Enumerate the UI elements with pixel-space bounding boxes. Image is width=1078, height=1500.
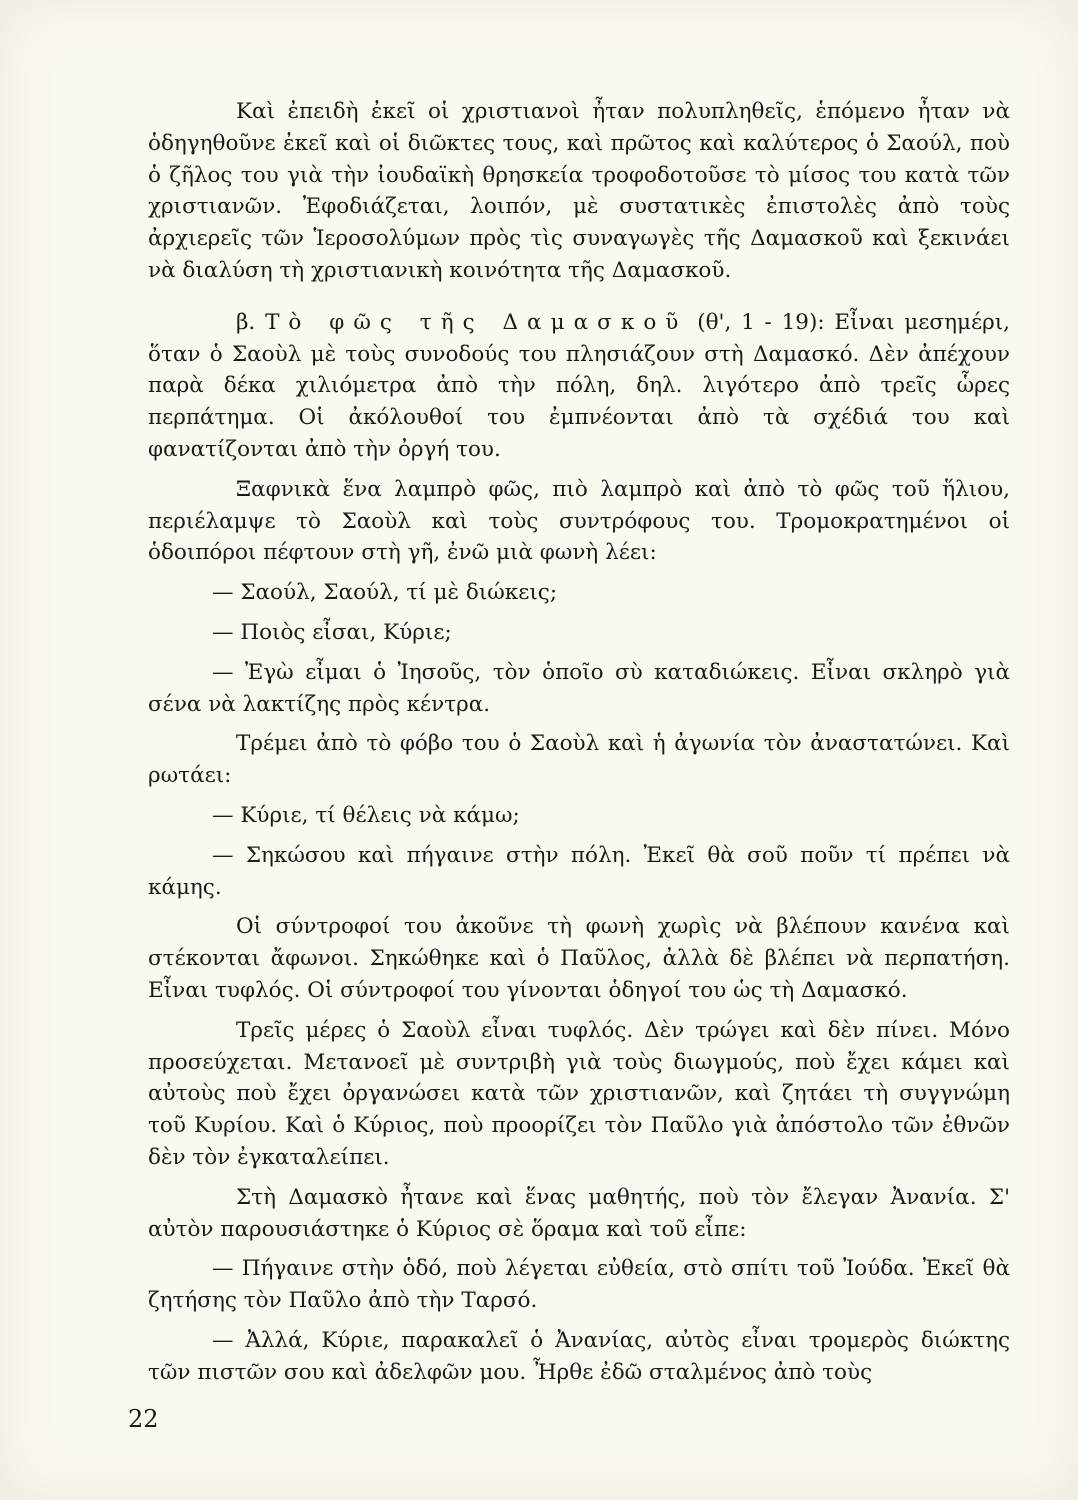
dialogue-line: — Ἐγὼ εἶμαι ὁ Ἰησοῦς, τὸν ὁποῖο σὺ καταδιώκεις. Εἶναι σκληρὸ γιὰ σένα νὰ λακτίζης πρὸς κέντρα. [148,659,1010,717]
page-number: 22 [128,1405,159,1433]
page-text [148,96,1010,1388]
dialogue-line: — Σαούλ, Σαούλ, τί μὲ διώκεις; [212,580,558,606]
section-b-text: (θ', 1 - 19): Εἶναι μεσημέρι, ὅταν ὁ Σαοὺλ μὲ τοὺς συνοδούς του πλησιάζουν στὴ Δαμασκό. Δὲν ἀπέχουν παρὰ δέκα χιλιόμετρα ἀπὸ τὴν πόλη, δηλ. λιγότερο ἀπὸ τρεῖς ὧρες περπάτημα. Οἱ ἀκόλουθοί του ἐμπνέονται ἀπὸ τὰ σχέδιά του καὶ φανατίζονται ἀπὸ τὴν ὀργή του. [148,309,1010,462]
paragraph-three-days: Τρεῖς μέρες ὁ Σαοὺλ εἶναι τυφλός. Δὲν τρώγει καὶ δὲν πίνει. Μόνο προσεύχεται. Μετανοεῖ μὲ συντριβὴ γιὰ τοὺς διωγμούς, ποὺ ἔχει κάμει καὶ αὐτοὺς ποὺ ἔχει ὀργανώσει κατὰ τῶν χριστιανῶν, καὶ ζητάει τὴ συγγνώμη τοῦ Κυρίου. Καὶ ὁ Κύριος, ποὺ προορίζει τὸν Παῦλο γιὰ ἀπόστολο τῶν ἐθνῶν δὲν τὸν ἐγκαταλείπει. [148,1017,1010,1170]
dialogue-line: — Ἀλλά, Κύριε, παρακαλεῖ ὁ Ἀνανίας, αὐτὸς εἶναι τρομερὸς διώκτης τῶν πιστῶν σου καὶ ἀδελφῶν μου. Ἦρθε ἐδῶ σταλμένος ἀπὸ τοὺς [148,1327,1010,1385]
paragraph-intro: Καὶ ἐπειδὴ ἐκεῖ οἱ χριστιανοὶ ἦταν πολυπληθεῖς, ἑπόμενο ἦταν νὰ ὁδηγηθοῦνε ἐκεῖ καὶ οἱ διῶκτες τους, καὶ πρῶτος καὶ καλύτερος ὁ Σαούλ, ποὺ ὁ ζῆλος του γιὰ τὴν ἰουδαϊκὴ θρησκεία τροφοδοτοῦσε τὸ μίσος του κατὰ τῶν χριστιανῶν. Ἐφοδιάζεται, λοιπόν, μὲ συστατικὲς ἐπιστολὲς ἀπὸ τοὺς ἀρχιερεῖς τῶν Ἱεροσολύμων πρὸς τὶς συναγωγὲς τῆς Δαμασκοῦ καὶ ξεκινάει νὰ διαλύση τὴ χριστιανικὴ κοινότητα τῆς Δαμασκοῦ. [148,99,1010,283]
section-b-label: β. [236,309,256,335]
dialogue-line: — Πήγαινε στὴν ὁδό, ποὺ λέγεται εὐθεία, στὸ σπίτι τοῦ Ἰούδα. Ἐκεῖ θὰ ζητήσης τὸν Παῦλο ἀπὸ τὴν Ταρσό. [148,1256,1010,1314]
paragraph-companions: Οἱ σύντροφοί του ἀκοῦνε τὴ φωνὴ χωρὶς νὰ βλέπουν κανένα καὶ στέκονται ἄφωνοι. Σηκώθηκε καὶ ὁ Παῦλος, ἀλλὰ δὲ βλέπει νὰ περπατήση. Εἶναι τυφλός. Οἱ σύντροφοί του γίνονται ὁδηγοί του ὡς τὴ Δαμασκό. [148,914,1010,1003]
dialogue-line: — Κύριε, τί θέλεις νὰ κάμω; [212,802,520,828]
paragraph-ananias: Στὴ Δαμασκὸ ἦτανε καὶ ἕνας μαθητής, ποὺ τὸν ἔλεγαν Ἀνανία. Σ' αὐτὸν παρουσιάστηκε ὁ Κύριος σὲ ὅραμα καὶ τοῦ εἶπε: [148,1184,1010,1242]
section-b-title: Τὸ φῶς τῆς Δαμασκοῦ [265,309,688,335]
paragraph-light: Ξαφνικὰ ἕνα λαμπρὸ φῶς, πιὸ λαμπρὸ καὶ ἀπὸ τὸ φῶς τοῦ ἥλιου, περιέλαμψε τὸ Σαοὺλ καὶ τοὺς συντρόφους του. Τρομοκρατημένοι οἱ ὁδοιπόροι πέφτουν στὴ γῆ, ἐνῶ μιὰ φωνὴ λέει: [148,476,1010,566]
dialogue-line: — Ποιὸς εἶσαι, Κύριε; [212,619,452,645]
section-b-heading-paragraph [148,307,1010,466]
paragraph-fear: Τρέμει ἀπὸ τὸ φόβο του ὁ Σαοὺλ καὶ ἡ ἀγωνία τὸν ἀναστατώνει. Καὶ ρωτάει: [148,731,1010,789]
dialogue-line: — Σηκώσου καὶ πήγαινε στὴν πόλη. Ἐκεῖ θὰ σοῦ ποῦν τί πρέπει νὰ κάμης. [148,842,1010,900]
